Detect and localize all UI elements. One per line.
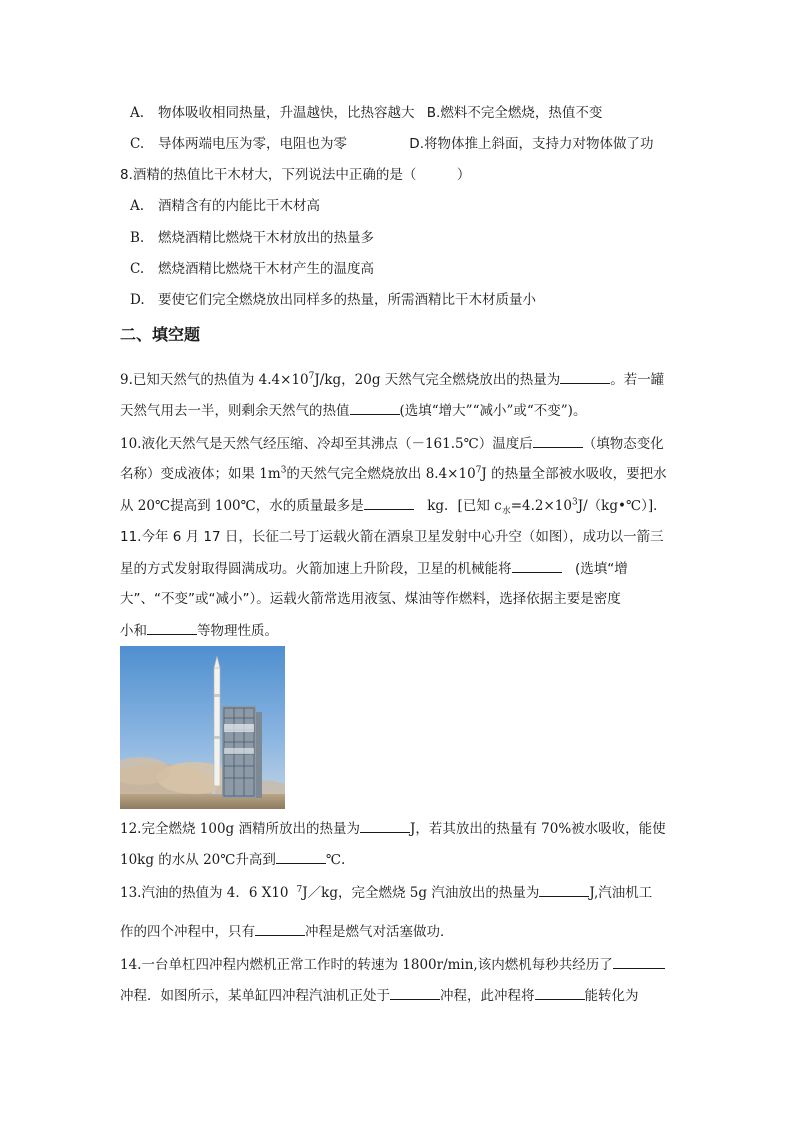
option-d-text: D.将物体推上斜面，支持力对物体做了功 xyxy=(409,136,654,152)
option-letter: A. xyxy=(130,105,145,121)
rocket-launch-illustration xyxy=(120,646,285,809)
q8-stem: 8.酒精的热值比干木材大，下列说法中正确的是（ ） xyxy=(120,167,471,183)
text: J 的热量全部被水吸收，要把水 xyxy=(481,466,667,482)
text: 能转化为 xyxy=(584,988,639,1004)
q8-option-d xyxy=(130,290,536,310)
q12-line-1 xyxy=(120,818,666,839)
option-text: 燃烧酒精比燃烧干木材放出的热量多 xyxy=(158,230,374,246)
text: （填物态变化 xyxy=(582,436,664,452)
text: J,汽油机工 xyxy=(589,885,653,901)
text: 作的四个冲程中，只有 xyxy=(120,924,255,940)
option-a-text: 物体吸收相同热量，升温越快，比热容越大 xyxy=(158,105,415,121)
text: 10.液化天然气是天然气经压缩、冷却至其沸点（－161.5℃）温度后 xyxy=(120,436,533,452)
text: kg．[已知 c xyxy=(413,498,502,514)
exponent: 7 xyxy=(308,371,315,382)
text: 10kg 的水从 20℃升高到 xyxy=(120,852,276,868)
text: =4.2×10 xyxy=(510,498,572,514)
text: 小和 xyxy=(120,623,147,639)
answer-blank[interactable] xyxy=(350,400,400,415)
answer-blank[interactable] xyxy=(533,433,583,448)
text: 冲程，此冲程将 xyxy=(440,988,535,1004)
q7-options-row-1 xyxy=(130,103,602,123)
text: J，若其放出的热量有 70%被水吸收，能使 xyxy=(409,821,666,837)
answer-blank[interactable] xyxy=(364,495,414,510)
text: 12.完全燃烧 100g 酒精所放出的热量为 xyxy=(120,821,360,837)
text: (选填“增 xyxy=(561,561,628,577)
text: (选填“增大”“减小”或“不变”)。 xyxy=(399,403,587,419)
text: 冲程是燃气对活塞做功． xyxy=(305,924,454,940)
q13-line-2 xyxy=(120,921,454,942)
q11-line-1: 11.今年 6 月 17 日，长征二号丁运载火箭在酒泉卫星发射中心升空（如图），成功以一箭三 xyxy=(120,529,664,545)
text: 。若一罐 xyxy=(610,372,665,388)
q10-line-3 xyxy=(120,495,667,516)
option-letter: C. xyxy=(130,261,145,277)
q14-line-2 xyxy=(120,985,639,1006)
exponent: 7 xyxy=(475,465,482,476)
answer-blank[interactable] xyxy=(539,882,589,897)
text: 从 20℃提高到 100℃，水的质量最多是 xyxy=(120,498,364,514)
text: J/（kg•℃）]． xyxy=(577,498,667,514)
q8-option-a xyxy=(130,196,320,216)
answer-blank[interactable] xyxy=(276,849,326,864)
option-text: 燃烧酒精比燃烧干木材产生的温度高 xyxy=(158,261,374,277)
option-letter: C. xyxy=(130,136,145,152)
q9-line-1 xyxy=(120,369,664,390)
q8-option-b xyxy=(130,228,374,248)
text: J/kg，20g 天然气完全燃烧放出的热量为 xyxy=(314,372,561,388)
q7-options-row-2 xyxy=(130,134,653,154)
q13-line-1 xyxy=(120,882,652,903)
exponent: 7 xyxy=(296,884,303,895)
section-heading: 二、填空题 xyxy=(120,325,201,344)
text: ℃. xyxy=(325,852,346,868)
option-text: 要使它们完全燃烧放出同样多的热量，所需酒精比干木材质量小 xyxy=(158,292,536,308)
answer-blank[interactable] xyxy=(147,620,197,635)
text: 星的方式发射取得圆满成功。火箭加速上升阶段，卫星的机械能将 xyxy=(120,561,512,577)
option-b-text: B.燃料不完全燃烧，热值不变 xyxy=(426,105,603,121)
q9-line-2 xyxy=(120,400,586,421)
q12-line-2 xyxy=(120,849,345,870)
q14-line-1 xyxy=(120,954,665,975)
text: 冲程．如图所示，某单缸四冲程汽油机正处于 xyxy=(120,988,390,1004)
answer-blank[interactable] xyxy=(535,985,585,1000)
q8-option-c xyxy=(130,259,374,279)
text: J／kg，完全燃烧 5g 汽油放出的热量为 xyxy=(302,885,540,901)
text: 天然气用去一半，则剩余天然气的热值 xyxy=(120,403,350,419)
answer-blank[interactable] xyxy=(613,954,665,969)
q10-line-1 xyxy=(120,433,664,454)
q11-line-2 xyxy=(120,558,628,579)
text: 的天然气完全燃烧放出 8.4×10 xyxy=(286,466,476,482)
answer-blank[interactable] xyxy=(360,818,410,833)
option-letter: D. xyxy=(130,292,145,308)
rocket-launch-photo xyxy=(120,646,285,809)
answer-blank[interactable] xyxy=(255,921,305,936)
text: 名称）变成液体；如果 1m xyxy=(120,466,281,482)
exponent: 3 xyxy=(571,497,578,508)
answer-blank[interactable] xyxy=(560,369,610,384)
text: 14.一台单杠四冲程内燃机正常工作时的转速为 1800r/min,该内燃机每秒共经历了 xyxy=(120,957,613,973)
q10-line-2 xyxy=(120,464,667,484)
subscript: 水 xyxy=(501,506,511,517)
exponent: 3 xyxy=(280,465,287,476)
text: 9.已知天然气的热值为 4.4×10 xyxy=(120,372,309,388)
option-text: 酒精含有的内能比干木材高 xyxy=(158,198,320,214)
option-c-text: 导体两端电压为零，电阻也为零 xyxy=(158,136,347,152)
text: 等物理性质。 xyxy=(197,623,278,639)
option-letter: A. xyxy=(130,198,145,214)
text: 13.汽油的热值为 4．6 X10 xyxy=(120,885,289,901)
answer-blank[interactable] xyxy=(512,558,562,573)
q11-line-3: 大”、“不变”或“减小”）。运载火箭常选用液氢、煤油等作燃料，选择依据主要是密度 xyxy=(120,591,621,607)
q11-line-4 xyxy=(120,620,278,641)
answer-blank[interactable] xyxy=(390,985,440,1000)
option-letter: B. xyxy=(130,230,145,246)
